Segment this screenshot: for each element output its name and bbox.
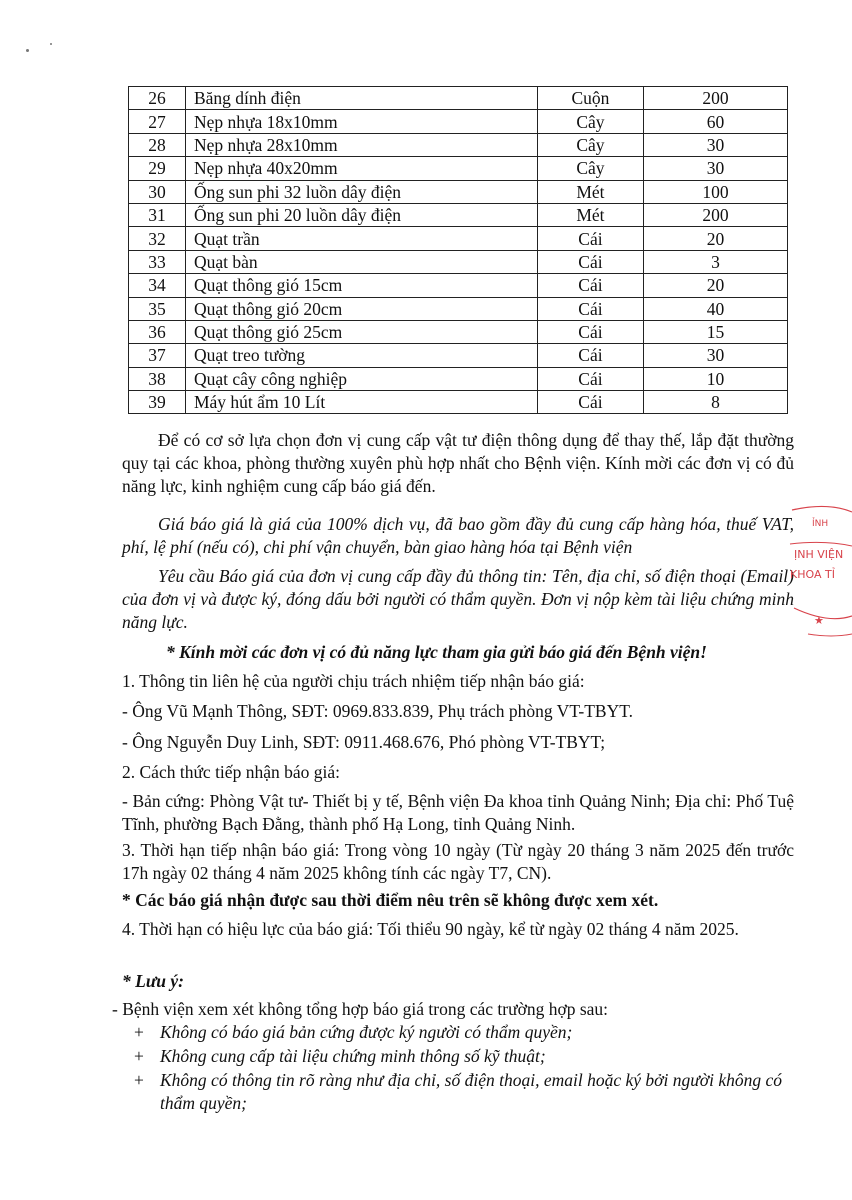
item-quantity: 15 — [644, 320, 788, 343]
item-quantity: 8 — [644, 391, 788, 414]
contact-line-2: - Ông Nguyễn Duy Linh, SĐT: 0911.468.676, Phó phòng VT-TBYT; — [122, 732, 606, 752]
contact-line-1: - Ông Vũ Mạnh Thông, SĐT: 0969.833.839, Phụ trách phòng VT-TBYT. — [122, 701, 633, 721]
row-number: 39 — [129, 391, 186, 414]
item-unit: Mét — [537, 180, 643, 203]
item-quantity: 60 — [644, 110, 788, 133]
item-quantity: 3 — [644, 250, 788, 273]
invitation-line: * Kính mời các đơn vị có đủ năng lực tham gia gửi báo giá đến Bệnh viện! — [166, 642, 707, 662]
item-unit: Cái — [537, 391, 643, 414]
note-intro: - Bệnh viện xem xét không tổng hợp báo giá trong các trường hợp sau: — [112, 999, 609, 1019]
late-note: * Các báo giá nhận được sau thời điểm nêu trên sẽ không được xem xét. — [122, 890, 659, 910]
item-unit: Cái — [537, 320, 643, 343]
deadline-paragraph: 3. Thời hạn tiếp nhận báo giá: Trong vòng 10 ngày (Từ ngày 20 tháng 3 năm 2025 đến trước 17h ngày 02 tháng 4 năm 2025 không tính các ngày T7, CN). — [122, 840, 794, 883]
table-row — [129, 367, 788, 390]
item-unit: Cái — [537, 367, 643, 390]
conditions-list — [128, 1021, 798, 1116]
note-heading: * Lưu ý: — [122, 971, 185, 991]
validity-paragraph: 4. Thời hạn có hiệu lực của báo giá: Tối thiểu 90 ngày, kể từ ngày 02 tháng 4 năm 2025. — [122, 919, 739, 939]
condition-text: Không có báo giá bản cứng được ký người có thẩm quyền; — [160, 1022, 573, 1042]
item-unit: Cây — [537, 157, 643, 180]
stamp-text-1: ỈNH — [812, 519, 829, 529]
intro-paragraph: Để có cơ sở lựa chọn đơn vị cung cấp vật tư điện thông dụng để thay thế, lắp đặt thường quy tại các khoa, phòng thường xuyên phù hợp nhất cho Bệnh viện. Kính mời các đơn vị có đủ năng lực, kinh nghiệm cung cấp báo giá đến. — [122, 430, 794, 496]
row-number: 33 — [129, 250, 186, 273]
item-quantity: 40 — [644, 297, 788, 320]
row-number: 29 — [129, 157, 186, 180]
item-name: Ống sun phi 20 luồn dây điện — [185, 203, 537, 226]
table-row — [129, 157, 788, 180]
item-name: Ống sun phi 32 luồn dây điện — [185, 180, 537, 203]
item-name: Quạt trần — [185, 227, 537, 250]
contact-heading: 1. Thông tin liên hệ của người chịu trách nhiệm tiếp nhận báo giá: — [122, 671, 585, 691]
item-name: Nẹp nhựa 40x20mm — [185, 157, 537, 180]
stamp-text-2: ỊNH VIỆN — [794, 548, 844, 561]
row-number: 31 — [129, 203, 186, 226]
item-name: Quạt thông gió 20cm — [185, 297, 537, 320]
item-unit: Cuộn — [537, 87, 643, 110]
item-quantity: 20 — [644, 274, 788, 297]
condition-text: Không có thông tin rõ ràng như địa chỉ, số điện thoại, email hoặc ký bởi người không có thẩm quyền; — [160, 1070, 783, 1113]
row-number: 38 — [129, 367, 186, 390]
table-row — [129, 133, 788, 156]
table-row — [129, 391, 788, 414]
plus-bullet: + — [134, 1022, 144, 1042]
list-item — [128, 1021, 798, 1044]
item-quantity: 20 — [644, 227, 788, 250]
stamp-star: ★ — [814, 614, 824, 627]
item-name: Quạt thông gió 15cm — [185, 274, 537, 297]
row-number: 26 — [129, 87, 186, 110]
scan-speck — [26, 49, 29, 52]
items-table-body — [129, 87, 788, 414]
method-heading: 2. Cách thức tiếp nhận báo giá: — [122, 762, 340, 782]
method-detail: - Bản cứng: Phòng Vật tư- Thiết bị y tế, Bệnh viện Đa khoa tỉnh Quảng Ninh; Địa chỉ: Phố Tuệ Tĩnh, phường Bạch Đằng, thành phố Hạ Long, tỉnh Quảng Ninh. — [122, 791, 794, 834]
item-unit: Cái — [537, 344, 643, 367]
item-name: Máy hút ẩm 10 Lít — [185, 391, 537, 414]
list-item — [128, 1045, 798, 1068]
table-row — [129, 250, 788, 273]
item-unit: Cây — [537, 133, 643, 156]
table-row — [129, 227, 788, 250]
condition-text: Không cung cấp tài liệu chứng minh thông số kỹ thuật; — [160, 1046, 546, 1066]
row-number: 30 — [129, 180, 186, 203]
row-number: 34 — [129, 274, 186, 297]
row-number: 32 — [129, 227, 186, 250]
table-row — [129, 297, 788, 320]
row-number: 28 — [129, 133, 186, 156]
table-row — [129, 180, 788, 203]
stamp-text-3: KHOA TỈ — [790, 568, 835, 581]
item-quantity: 100 — [644, 180, 788, 203]
requirement-note: Yêu cầu Báo giá của đơn vị cung cấp đầy đủ thông tin: Tên, địa chỉ, số điện thoại (Email) của đơn vị và được ký, đóng dấu bởi người có thẩm quyền. Đơn vị nộp kèm tài liệu chứng minh năng lực. — [122, 566, 794, 632]
item-quantity: 10 — [644, 367, 788, 390]
item-name: Nẹp nhựa 18x10mm — [185, 110, 537, 133]
price-note: Giá báo giá là giá của 100% dịch vụ, đã bao gồm đầy đủ cung cấp hàng hóa, thuế VAT, phí, lệ phí (nếu có), chi phí vận chuyển, bàn giao hàng hóa tại Bệnh viện — [122, 514, 794, 557]
item-quantity: 30 — [644, 133, 788, 156]
row-number: 37 — [129, 344, 186, 367]
list-item — [128, 1069, 798, 1115]
item-quantity: 200 — [644, 203, 788, 226]
item-name: Nẹp nhựa 28x10mm — [185, 133, 537, 156]
item-unit: Cái — [537, 274, 643, 297]
item-unit: Mét — [537, 203, 643, 226]
row-number: 35 — [129, 297, 186, 320]
item-name: Quạt treo tường — [185, 344, 537, 367]
scan-speck — [50, 43, 52, 45]
items-table — [128, 86, 788, 414]
table-row — [129, 110, 788, 133]
item-unit: Cái — [537, 297, 643, 320]
table-row — [129, 320, 788, 343]
item-unit: Cây — [537, 110, 643, 133]
item-name: Quạt thông gió 25cm — [185, 320, 537, 343]
item-name: Quạt bàn — [185, 250, 537, 273]
table-row — [129, 203, 788, 226]
item-name: Băng dính điện — [185, 87, 537, 110]
plus-bullet: + — [134, 1046, 144, 1066]
stamp-seal-graphic — [788, 498, 852, 638]
item-unit: Cái — [537, 250, 643, 273]
item-quantity: 30 — [644, 344, 788, 367]
table-row — [129, 87, 788, 110]
item-name: Quạt cây công nghiệp — [185, 367, 537, 390]
table-row — [129, 274, 788, 297]
item-quantity: 30 — [644, 157, 788, 180]
row-number: 27 — [129, 110, 186, 133]
plus-bullet: + — [134, 1070, 144, 1090]
table-row — [129, 344, 788, 367]
row-number: 36 — [129, 320, 186, 343]
red-stamp-fragment — [788, 498, 852, 638]
item-unit: Cái — [537, 227, 643, 250]
item-quantity: 200 — [644, 87, 788, 110]
